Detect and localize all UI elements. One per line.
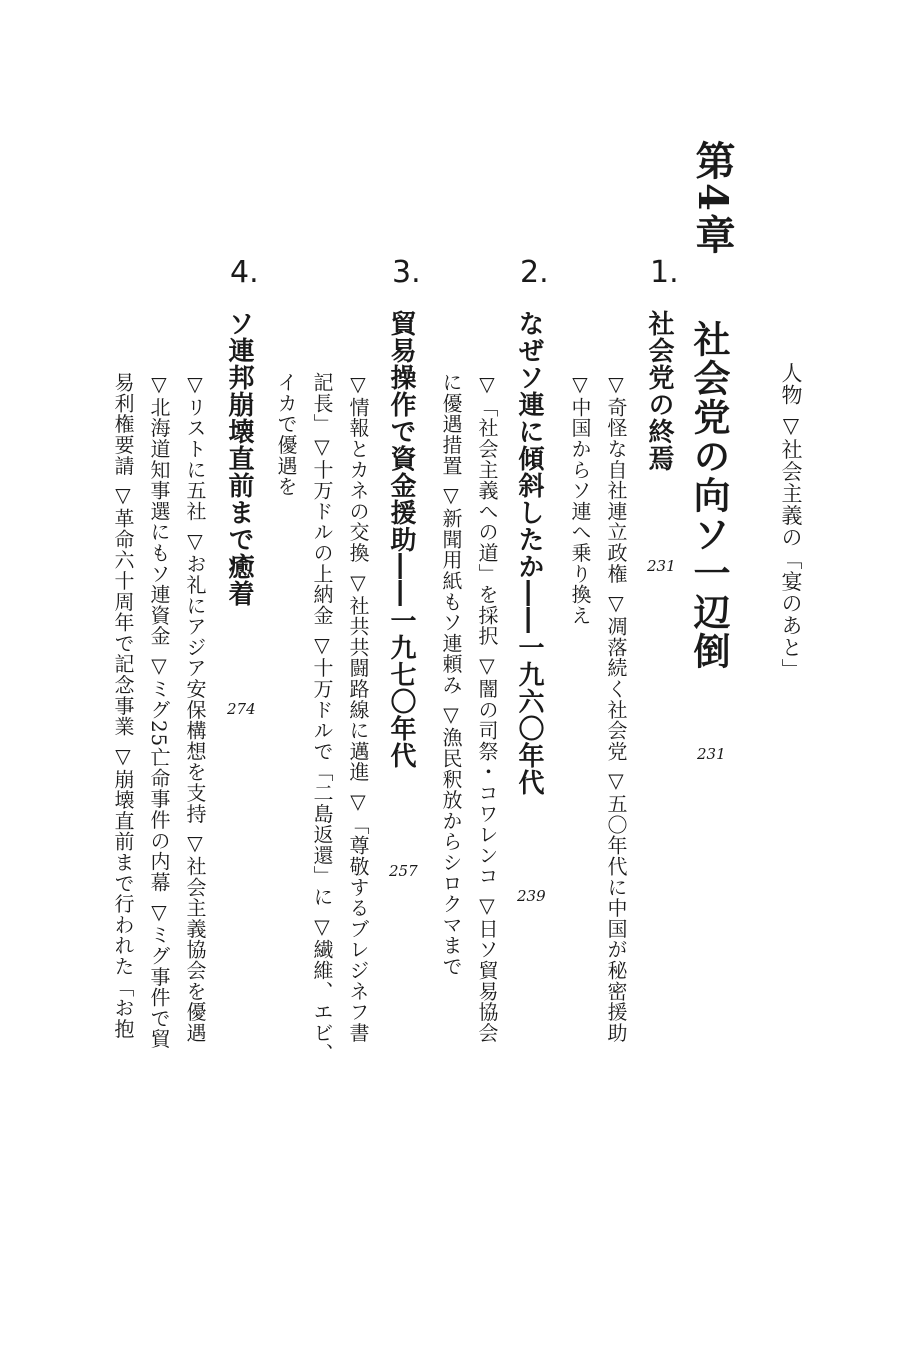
section-text-line: 記長」▽十万ドルの上納金 ▽十万ドルで「二島返還」に ▽繊維、エビ、 xyxy=(310,372,334,1064)
section-number: 3. xyxy=(392,255,421,290)
section-page-number: 274 xyxy=(227,700,256,718)
section-title: 社会党の終焉 xyxy=(644,310,674,472)
section-number: 1. xyxy=(650,255,679,290)
section-page-number: 231 xyxy=(647,557,676,575)
chapter-person-line: 人物 ▽社会主義の「宴のあと」 xyxy=(779,362,803,681)
section-text-line: に優遇措置 ▽新聞用紙もソ連頼み ▽漁民釈放からシロクマまで xyxy=(439,372,463,977)
section-text-line: ▽北海道知事選にもソ連資金 ▽ミグ25亡命事件の内幕 ▽ミグ事件で貿 xyxy=(147,372,171,1050)
section-number: 2. xyxy=(520,255,549,290)
section-title: ソ連邦崩壊直前まで癒着 xyxy=(224,310,254,607)
section-text-line: ▽奇怪な自社連立政権 ▽凋落続く社会党 ▽五〇年代に中国が秘密援助 xyxy=(604,372,628,1044)
section-title: 貿易操作で資金援助――一九七〇年代 xyxy=(386,310,416,769)
chapter-title: 社会党の向ソ一辺倒 xyxy=(687,320,730,671)
section-text-line: イカで優遇を xyxy=(274,372,298,497)
section-text-line: ▽情報とカネの交換 ▽社共共闘路線に邁進 ▽「尊敬するブレジネフ書 xyxy=(346,372,370,1044)
chapter-label: 第4章 xyxy=(689,140,736,257)
section-page-number: 239 xyxy=(517,887,546,905)
section-text-line: ▽「社会主義への道」を採択 ▽闇の司祭・コワレンコ ▽日ソ貿易協会 xyxy=(475,372,499,1044)
section-text-line: 易利権要請 ▽革命六十周年で記念事業 ▽崩壊直前まで行われた「お抱 xyxy=(111,372,135,1040)
section-page-number: 257 xyxy=(389,862,418,880)
section-text-line: ▽中国からソ連へ乗り換え xyxy=(568,372,592,626)
section-title: なぜソ連に傾斜したか――一九六〇年代 xyxy=(514,310,544,796)
section-text-line: ▽リストに五社 ▽お礼にアジア安保構想を支持 ▽社会主義協会を優遇 xyxy=(183,372,207,1044)
section-number: 4. xyxy=(230,255,259,290)
chapter-page-number: 231 xyxy=(697,745,726,763)
